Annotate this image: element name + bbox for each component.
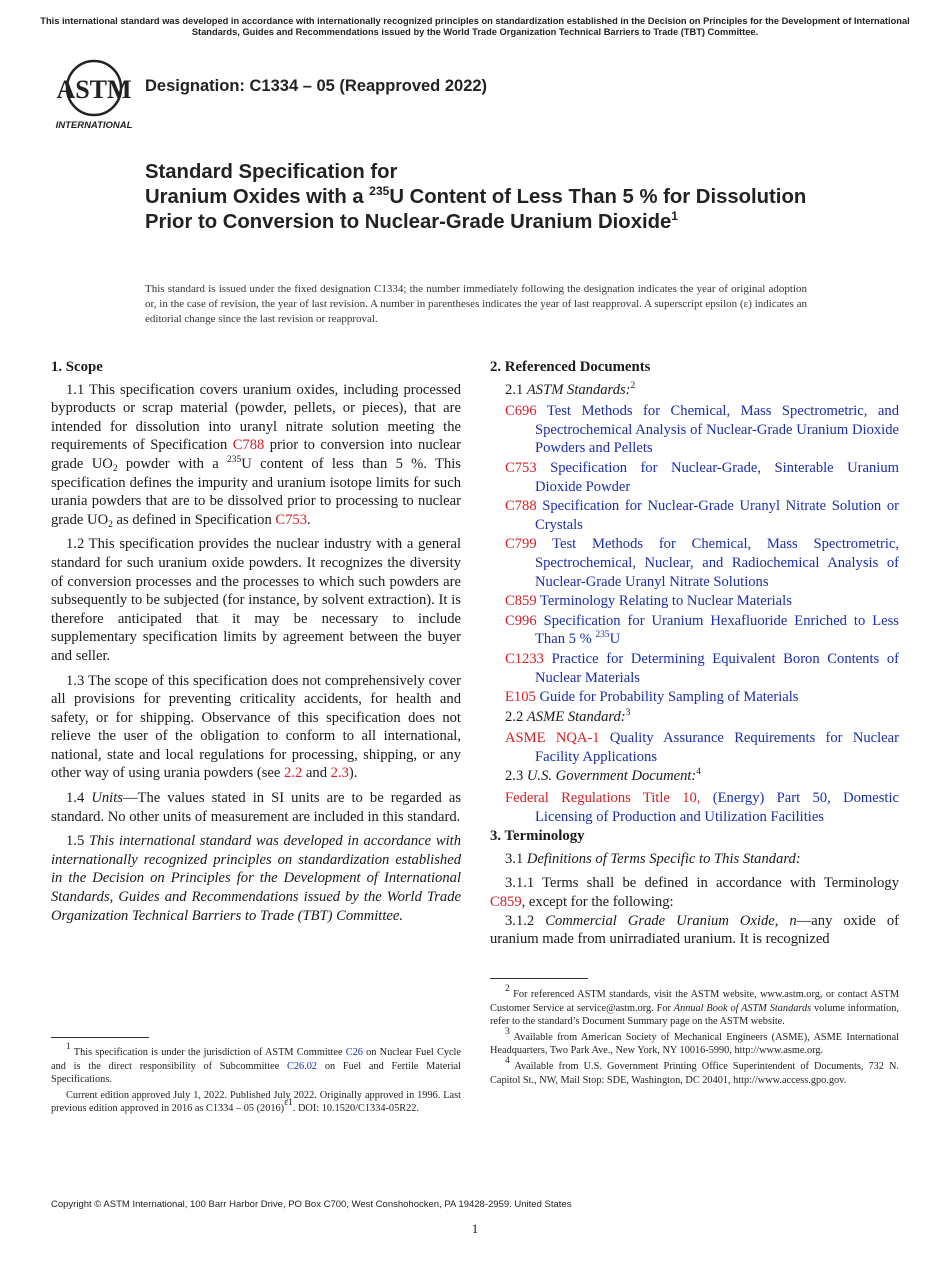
document-title [145,160,835,235]
link-c26-02[interactable]: C26.02 [287,1060,318,1072]
ref-item[interactable]: C788 Specification for Nuclear-Grade Uranyl Nitrate Solution or Crystals [505,498,899,533]
svg-text:ASTM: ASTM [56,75,132,104]
paragraph-3-1: 3.1 Definitions of Terms Specific to This Standard: [505,850,801,867]
copyright-line: Copyright © ASTM International, 100 Barr Harbor Drive, PO Box C700, West Conshohocken, PA 19428-2959. United States [51,1199,572,1210]
footnote-4: $^4$ Available from U.S. Government Printing Office Superintendent of Documents, 732 N. Capitol St., NW, Mail Stop: SDE, Washington, DC 20401, http://www.access.gpo.gov. [490,1055,899,1086]
ref-item[interactable]: C859 Terminology Relating to Nuclear Materials [505,593,792,610]
wto-notice: This international standard was developed in accordance with internationally recognized principles on standardization established in the Decision on Principles for the Development of International Standards, Guides and Recommendations issued by the World Trade Organization Technical Barriers to Trade (TBT) Committee. [40,16,910,37]
paragraph-1-2: 1.2 This specification provides the nuclear industry with a general standard for such uranium oxide powders. It recognizes the diversity of conversion processes and the processes to which such powders are subsequently to be subjected (for instance, by solvent extraction). It is therefore anticipated that it may be necessary to include supplementary specification limits by agreement between the buyer and seller. [51,536,461,664]
footnote-1: $^1$ This specification is under the jurisdiction of ASTM Committee C26 on Nuclear Fuel Cycle and is the direct responsibility of Subcommittee C26.02 on Fuel and Fertile Material Specifications. [51,1042,461,1086]
footnote-divider-left [51,1037,149,1038]
footnote-2: $^2$ For referenced ASTM standards, visit the ASTM website, www.astm.org, or contact ASTM Customer Service at service@astm.org. For Annual Book of ASTM Standards volume information, refer to the standard’s Document Summary page on the ASTM website. [490,984,899,1028]
right-column [490,358,899,955]
paragraph-1-5: 1.5 This international standard was developed in accordance with internationally recognized principles on standardization established in the Decision on Principles for the Development of International Standards, Guides and Recommendations issued by the World Trade Organization Technical Barriers to Trade (TBT) Committee. [51,833,462,924]
ref-item[interactable]: C799 Test Methods for Chemical, Mass Spectrometric, Spectrochemical, Nuclear, and Radiochemical Analysis of Nuclear-Grade Uranyl Nitrate Solutions [505,536,899,590]
link-c753[interactable]: C753 [275,511,308,528]
footnote-divider-right [490,978,588,979]
ref-item-asme[interactable]: ASME NQA-1 Quality Assurance Requirements for Nuclear Facility Applications [505,730,899,765]
ref-item[interactable]: C753 Specification for Nuclear-Grade, Sinterable Uranium Dioxide Powder [505,459,899,495]
paragraph-1-1: 1.1 This specification covers uranium oxides, including processed byproducts or scrap material (powder, pellets, or pieces), that are intended for dissolution into uranyl nitrate solution meeting the requirements of Specification C788 prior to conversion into nuclear grade $UO_2$ powder with a $^{235}$U content of less than 5 %. This specification defines the impurity and uranium isotope limits for such urania powders that are to be dissolved prior to processing to nuclear grade $UO_2$ as defined in Specification C753. [51,381,461,530]
paragraph-1-3: 1.3 The scope of this specification does not comprehensively cover all provisions for preventing criticality accidents, for health and safety, or for shipping. Observance of this specification does not relieve the user of the obligation to conform to all international, national, state and local regulations for processing, shipping, or any other way of using urania powders (see 2.2 and 2.3). [51,672,461,782]
link-c788[interactable]: C788 [232,437,265,454]
designation: Designation: C1334 – 05 (Reapproved 2022) [145,77,488,95]
footnote-3: $^3$ Available from American Society of Mechanical Engineers (ASME), ASME International Headquarters, Two Park Ave., New York, NY 10016-5990, http://www.asme.org. [490,1026,899,1057]
ref-item-c996[interactable]: C996 Specification for Uranium Hexafluoride Enriched to Less Than 5 % $^{235}$U [505,612,899,648]
left-column [51,358,461,931]
section-3-heading: 3. Terminology [490,828,585,845]
section-2-heading: 2. Referenced Documents [490,359,651,375]
ref-item[interactable]: C1233 Practice for Determining Equivalent Boron Contents of Nuclear Materials [505,650,899,686]
edition-note: Current edition approved July 1, 2022. Published July 2022. Originally approved in 1996. Last previous edition approved in 2016 as C1334 – 05 $(2016)^{\varepsilon 1}$. DOI: 10.1520/C1334-05R22. [51,1089,461,1115]
astm-logo [54,58,134,132]
paragraph-1-4: 1.4 Units—The values stated in SI units are to be regarded as standard. No other units of measurement are included in this standard. [51,790,461,825]
section-1-heading: 1. Scope [51,359,103,375]
link-2-3[interactable]: 2.3 [330,765,349,782]
link-c26[interactable]: C26 [345,1047,363,1058]
paragraph-3-1-1: 3.1.1 Terms shall be defined in accordance with Terminology C859, except for the following: [490,875,899,911]
ref-item[interactable]: E105 Guide for Probability Sampling of Materials [505,689,799,706]
title-footnote-mark: 1 [671,209,678,223]
asme-standard-subhead: 2.2 ASME Standard:$^3$ [505,707,631,725]
footnotes-left [51,1042,461,1118]
issuance-note: This standard is issued under the fixed designation C1334; the number immediately following the designation indicates the year of original adoption or, in the case of revision, the year of last revision. A number in parentheses indicates the year of last reapproval. A superscript epsilon (ε) indicates an editorial change since the last revision or reapproval. [145,283,807,326]
astm-standards-subhead: 2.1 ASTM Standards:$^2$ [505,380,636,398]
page-number: 1 [471,1221,479,1236]
title-main: Uranium Oxides with a $^{235}$U Content of Less Than 5 % for Dissolution Prior to Conversion to Nuclear-Grade Uranium Dioxide$^1$ [145,184,807,233]
ref-item[interactable]: C696 Test Methods for Chemical, Mass Spectrometric, and Spectrochemical Analysis of Nuclear-Grade Uranium Dioxide Powders and Pellets [505,403,899,457]
link-2-2[interactable]: 2.2 [284,765,303,782]
link-c859[interactable]: C859 [490,894,522,911]
paragraph-3-1-2: 3.1.2 Commercial Grade Uranium Oxide, n—any oxide of uranium made from unirradiated uranium. It is recognized [490,912,899,948]
ref-item-gov[interactable]: Federal Regulations Title 10, (Energy) Part 50, Domestic Licensing of Production and Utilization Facilities [505,790,899,825]
title-line-1: Standard Specification for [145,161,398,183]
gov-document-subhead: 2.3 U.S. Government Document:$^4$ [505,767,702,785]
footnotes-right [490,984,899,1089]
logo-text: INTERNATIONAL [55,120,133,131]
